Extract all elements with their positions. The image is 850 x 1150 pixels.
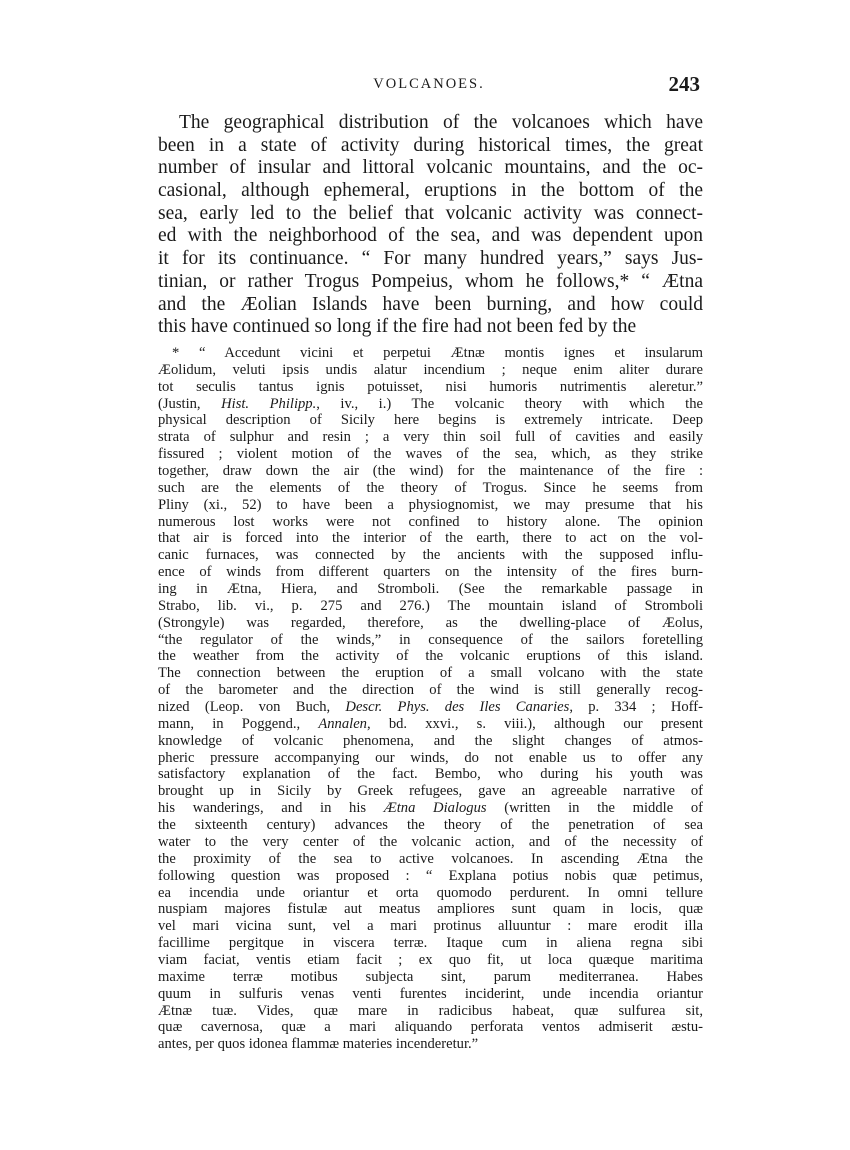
- footnote-line: strata of sulphur and resin ; a very thin soil full of cavities and easily: [158, 429, 703, 446]
- footnote-line: such are the elements of the theory of Trogus. Since he seems from: [158, 479, 703, 496]
- footnote-line: Pliny (xi., 52) to have been a physiognomist, we may presume that his: [158, 496, 703, 513]
- footnote-line: the weather from the activity of the volcanic eruptions of this island.: [158, 648, 703, 665]
- footnote-line: brought up in Sicily by Greek refugees, gave an agreeable narrative of: [158, 783, 703, 800]
- main-text-line: this have continued so long if the fire had not been fed by the: [158, 316, 637, 338]
- footnote-line: nuspiam majores fistulæ aut meatus ampliores sunt quam in locis, quæ: [158, 901, 703, 918]
- footnote-line: * “ Accedunt vicini et perpetui Ætnæ montis ignes et insularum: [172, 345, 703, 361]
- footnote-line: viam faciat, ventis etiam facit ; ex quo fit, ut loca quæque maritima: [158, 951, 703, 968]
- footnote-line: the sixteenth century) advances the theory of the penetration of sea: [158, 817, 703, 834]
- footnote-line: The connection between the eruption of a small volcano with the state: [158, 665, 703, 682]
- footnote-line: facillime pergitque in viscera terræ. Itaque cum in aliena regna sibi: [158, 935, 703, 952]
- footnote-line: physical description of Sicily here begins is extremely intricate. Deep: [158, 412, 703, 429]
- footnote-line: that air is forced into the interior of the earth, there to act on the vol-: [158, 530, 703, 547]
- footnote-line: ing in Ætna, Hiera, and Stromboli. (See the remarkable passage in: [158, 581, 703, 598]
- page-header: [158, 72, 700, 102]
- main-text-line: number of insular and littoral volcanic mountains, and the oc-: [158, 157, 703, 179]
- footnote-line: numerous lost works were not confined to history alone. The opinion: [158, 513, 703, 530]
- footnote-line: Ætnæ tuæ. Vides, quæ mare in radicibus habeat, quæ sulfurea sit,: [158, 1002, 703, 1019]
- footnote-line: antes, per quos idonea flammæ materies incenderetur.”: [158, 1036, 479, 1053]
- footnote-line: “the regulator of the winds,” in consequence of the sailors foretelling: [158, 631, 703, 648]
- footnote-line: canic furnaces, was connected by the ancients with the supposed influ-: [158, 547, 703, 564]
- footnote-line: nized (Leop. von Buch, Descr. Phys. des Iles Canaries, p. 334 ; Hoff-: [158, 699, 703, 716]
- footnote: [158, 345, 703, 1053]
- main-text-line: sea, early led to the belief that volcanic activity was connect-: [158, 202, 703, 224]
- main-text-line: tinian, or rather Trogus Pompeius, whom he follows,* “ Ætna: [158, 270, 703, 292]
- footnote-line: Strabo, lib. vi., p. 275 and 276.) The mountain island of Stromboli: [158, 597, 703, 614]
- footnote-line: fissured ; violent motion of the waves of the sea, which, as they strike: [158, 446, 703, 463]
- main-text-line: casional, although ephemeral, eruptions in the bottom of the: [158, 180, 703, 202]
- page-number: 243: [668, 72, 700, 96]
- main-text-line: and the Æolian Islands have been burning, and how could: [158, 293, 703, 315]
- footnote-line: quæ cavernosa, quæ a mari aliquando perforata ventos admiserit æstu-: [158, 1019, 703, 1036]
- footnote-line: ea incendia unde oriantur et orta quomodo perdurent. In omni tellure: [158, 884, 703, 901]
- footnote-line: the proximity of the sea to active volcanoes. In ascending Ætna the: [158, 850, 703, 867]
- footnote-line: his wanderings, and in his Ætna Dialogus (written in the middle of: [158, 800, 703, 817]
- running-title: VOLCANOES.: [373, 76, 485, 92]
- footnote-line: together, draw down the air (the wind) for the maintenance of the fire :: [158, 463, 703, 480]
- main-text-line: The geographical distribution of the volcanoes which have: [179, 112, 703, 133]
- footnote-line: quum in sulfuris venas venti furentes inciderint, unde incendia oriantur: [158, 985, 703, 1002]
- footnote-line: Æolidum, veluti ipsis undis alatur incendium ; neque enim aliter durare: [158, 361, 703, 378]
- footnote-line: of the barometer and the direction of the wind is still generally recog-: [158, 682, 703, 699]
- footnote-line: pheric pressure accompanying our winds, do not enable us to offer any: [158, 749, 703, 766]
- main-text-line: been in a state of activity during historical times, the great: [158, 134, 703, 156]
- footnote-line: (Justin, Hist. Philipp., iv., i.) The volcanic theory with which the: [158, 395, 704, 412]
- footnote-line: maxime terræ motibus subjecta sint, parum mediterranea. Habes: [158, 968, 703, 985]
- footnote-line: (Strongyle) was regarded, therefore, as the dwelling-place of Æolus,: [158, 614, 703, 631]
- footnote-line: vel mari vicina sunt, vel a mari protinus alluuntur : mare erodit illa: [158, 918, 703, 935]
- footnote-line: satisfactory explanation of the fact. Bembo, who during his youth was: [158, 766, 703, 783]
- main-text-line: ed with the neighborhood of the sea, and was dependent upon: [158, 225, 703, 247]
- footnote-line: knowledge of volcanic phenomena, and the slight changes of atmos-: [158, 732, 703, 749]
- footnote-line: mann, in Poggend., Annalen, bd. xxvi., s. viii.), although our present: [158, 715, 703, 732]
- footnote-line: following question was proposed : “ Explana potius nobis quæ petimus,: [158, 867, 703, 884]
- footnote-line: water to the very center of the volcanic action, and of the necessity of: [158, 833, 703, 850]
- footnote-line: tot seculis tantus ignis potuisset, nisi humoris nutrimentis aleretur.”: [158, 378, 703, 395]
- main-text-line: it for its continuance. “ For many hundred years,” says Jus-: [158, 248, 703, 270]
- footnote-line: ence of winds from different quarters on the intensity of the fires burn-: [158, 564, 703, 581]
- main-paragraph: [158, 112, 703, 339]
